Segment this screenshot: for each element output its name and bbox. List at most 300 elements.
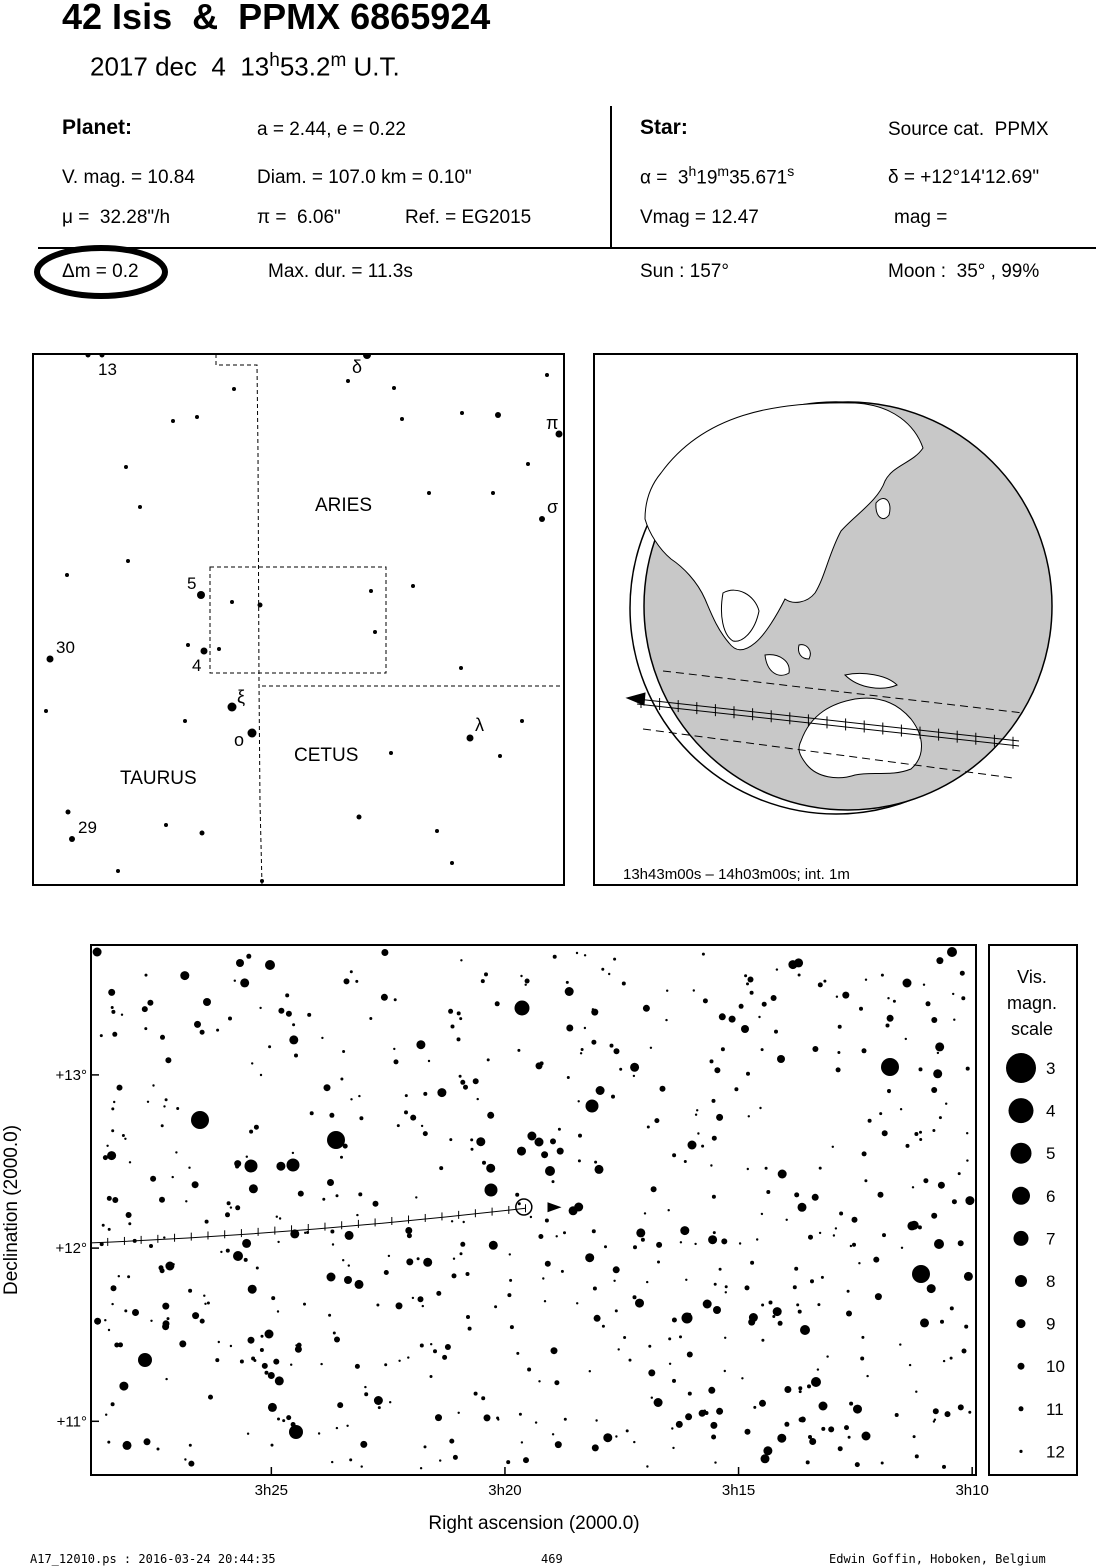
field-star bbox=[294, 1054, 298, 1058]
scale-label: 6 bbox=[1046, 1186, 1056, 1206]
delta-mag: Δm = 0.2 bbox=[62, 261, 139, 282]
field-star bbox=[909, 1364, 911, 1366]
bright-star bbox=[245, 1160, 258, 1173]
field-star bbox=[668, 1337, 671, 1340]
field-star bbox=[481, 1396, 485, 1400]
scale-title: Vis. bbox=[1017, 967, 1047, 987]
field-star bbox=[247, 1433, 249, 1435]
finder-star bbox=[138, 505, 142, 509]
field-star bbox=[853, 1405, 862, 1414]
field-star bbox=[356, 1214, 358, 1216]
field-star bbox=[333, 1332, 336, 1335]
field-star bbox=[569, 1206, 578, 1215]
field-star bbox=[459, 1017, 462, 1020]
field-star bbox=[635, 1299, 644, 1308]
field-star bbox=[381, 994, 388, 1001]
field-star bbox=[535, 1421, 537, 1423]
field-star bbox=[192, 1181, 199, 1188]
field-star bbox=[249, 1130, 253, 1134]
field-star bbox=[819, 1232, 821, 1234]
field-star bbox=[396, 1302, 403, 1309]
field-star bbox=[282, 1419, 285, 1422]
field-star bbox=[933, 1069, 942, 1078]
field-star bbox=[838, 1025, 842, 1029]
field-star bbox=[235, 1165, 239, 1169]
finder-star bbox=[539, 516, 545, 522]
field-star bbox=[405, 1094, 408, 1097]
star-label: σ bbox=[547, 497, 559, 517]
field-star bbox=[551, 1347, 558, 1354]
field-star bbox=[307, 1013, 311, 1017]
field-star bbox=[576, 1302, 578, 1304]
field-star bbox=[337, 1402, 343, 1408]
field-star bbox=[687, 1352, 693, 1358]
field-star bbox=[923, 984, 925, 986]
field-star bbox=[746, 1072, 750, 1076]
field-star bbox=[750, 1261, 754, 1265]
field-star bbox=[861, 1336, 864, 1339]
star-label: o bbox=[234, 730, 245, 750]
field-star bbox=[248, 1285, 257, 1294]
field-star bbox=[945, 1103, 947, 1105]
field-star bbox=[711, 1435, 716, 1440]
field-star bbox=[595, 1419, 597, 1421]
field-star bbox=[882, 1233, 886, 1237]
field-star bbox=[359, 1116, 363, 1120]
field-star bbox=[646, 1281, 648, 1283]
field-star bbox=[286, 1415, 291, 1420]
field-star bbox=[592, 1444, 599, 1451]
bright-star bbox=[586, 1100, 599, 1113]
field-star bbox=[712, 1099, 716, 1103]
field-star bbox=[926, 1001, 931, 1006]
field-star bbox=[226, 1249, 230, 1253]
field-star bbox=[799, 1390, 802, 1393]
field-star bbox=[364, 1392, 368, 1396]
field-star bbox=[541, 1151, 548, 1158]
field-star bbox=[540, 1061, 544, 1065]
field-star bbox=[111, 1006, 114, 1009]
scale-dot bbox=[1019, 1406, 1024, 1411]
field-star bbox=[144, 1438, 151, 1445]
field-star bbox=[321, 1037, 323, 1039]
field-star bbox=[580, 1052, 582, 1054]
field-star bbox=[710, 1059, 714, 1063]
field-star bbox=[912, 1186, 914, 1188]
field-star bbox=[699, 1410, 706, 1417]
field-star bbox=[225, 1212, 230, 1217]
field-star bbox=[694, 1243, 696, 1245]
field-star bbox=[953, 1019, 955, 1021]
field-star bbox=[923, 1178, 928, 1183]
field-star bbox=[332, 1243, 334, 1245]
field-star bbox=[608, 973, 610, 975]
field-star bbox=[821, 1427, 825, 1431]
star-label: 30 bbox=[56, 638, 75, 657]
field-star bbox=[798, 1386, 802, 1390]
field-star bbox=[695, 1114, 697, 1116]
scale-label: 4 bbox=[1046, 1101, 1056, 1121]
field-star bbox=[836, 1067, 841, 1072]
field-star bbox=[749, 1313, 758, 1322]
field-star bbox=[406, 1258, 413, 1265]
finder-star bbox=[197, 591, 205, 599]
field-star bbox=[966, 1159, 968, 1161]
event-datetime: 2017 dec 4 13$^h$53.2$^m$ U.T. bbox=[90, 50, 400, 82]
field-star bbox=[188, 1289, 192, 1293]
field-star bbox=[172, 1176, 174, 1178]
star-vmag: Vmag = 12.47 bbox=[640, 207, 759, 228]
field-star bbox=[100, 1034, 103, 1037]
field-star bbox=[684, 1160, 687, 1163]
field-star bbox=[668, 1209, 670, 1211]
field-star bbox=[355, 1280, 364, 1289]
field-star bbox=[163, 1105, 165, 1107]
field-star bbox=[303, 1303, 306, 1306]
field-star bbox=[439, 1166, 443, 1170]
field-star bbox=[373, 1201, 379, 1207]
field-star bbox=[646, 1465, 648, 1467]
bright-star bbox=[545, 1166, 555, 1176]
finder-star bbox=[69, 836, 75, 842]
field-star bbox=[685, 1279, 687, 1281]
field-star bbox=[688, 1141, 697, 1150]
field-star bbox=[873, 1257, 879, 1263]
field-star bbox=[553, 955, 557, 959]
field-star bbox=[518, 1202, 521, 1205]
field-star bbox=[268, 1403, 277, 1412]
field-star bbox=[766, 1190, 770, 1194]
field-star bbox=[725, 1291, 727, 1293]
field-star bbox=[858, 1262, 860, 1264]
field-star bbox=[358, 1095, 360, 1097]
field-star bbox=[165, 1057, 171, 1063]
field-star bbox=[149, 1244, 153, 1248]
scale-dot bbox=[1017, 1319, 1026, 1328]
field-star bbox=[839, 1212, 843, 1216]
field-star bbox=[324, 1084, 331, 1091]
field-star bbox=[327, 1179, 334, 1186]
footer-page: 469 bbox=[541, 1552, 563, 1566]
field-star bbox=[381, 949, 388, 956]
field-star bbox=[594, 1161, 597, 1164]
field-star bbox=[448, 1009, 453, 1014]
planet-orbit: a = 2.44, e = 0.22 bbox=[257, 119, 406, 140]
bright-star bbox=[236, 959, 244, 967]
field-star bbox=[618, 1348, 620, 1350]
field-star bbox=[355, 1364, 360, 1369]
field-star bbox=[584, 954, 586, 956]
field-star bbox=[838, 1446, 843, 1451]
field-star bbox=[594, 1315, 601, 1322]
field-star bbox=[828, 1426, 834, 1432]
field-star bbox=[913, 1435, 916, 1438]
finder-star bbox=[427, 491, 431, 495]
y-tick-label: +11° bbox=[56, 1413, 87, 1431]
field-star bbox=[342, 1259, 344, 1261]
scale-label: 8 bbox=[1046, 1272, 1056, 1291]
star-label: 5 bbox=[187, 574, 197, 593]
field-star bbox=[633, 1075, 635, 1077]
field-star bbox=[463, 1221, 465, 1223]
field-star bbox=[340, 1156, 343, 1159]
field-star bbox=[810, 1280, 813, 1283]
bright-star bbox=[287, 1159, 300, 1172]
finder-star bbox=[498, 754, 502, 758]
field-star bbox=[703, 998, 708, 1003]
field-star bbox=[672, 1379, 676, 1383]
field-star bbox=[759, 1400, 766, 1407]
field-star bbox=[473, 1078, 479, 1084]
field-star bbox=[701, 1145, 704, 1148]
field-star bbox=[915, 1391, 917, 1393]
field-star bbox=[160, 1035, 165, 1040]
field-star bbox=[248, 1337, 255, 1344]
field-star bbox=[304, 1232, 306, 1234]
field-star bbox=[378, 1406, 381, 1409]
planet-diameter: Diam. = 107.0 km = 0.10" bbox=[257, 167, 472, 188]
field-star bbox=[966, 1067, 970, 1071]
field-star bbox=[708, 1387, 715, 1394]
field-star bbox=[865, 979, 867, 981]
field-star bbox=[776, 968, 778, 970]
finder-star bbox=[200, 831, 205, 836]
finder-star bbox=[258, 603, 263, 608]
field-star bbox=[276, 1216, 278, 1218]
field-star bbox=[807, 1384, 811, 1388]
field-star bbox=[591, 1009, 598, 1016]
field-star bbox=[906, 1144, 910, 1148]
field-star bbox=[320, 1363, 322, 1365]
field-star bbox=[864, 1179, 867, 1182]
field-star bbox=[523, 1457, 529, 1463]
field-star bbox=[393, 1048, 395, 1050]
field-star bbox=[142, 1006, 148, 1012]
field-star bbox=[630, 1063, 639, 1072]
field-star bbox=[517, 1049, 520, 1052]
y-tick-label: +13° bbox=[55, 1066, 87, 1084]
field-star bbox=[769, 1301, 773, 1305]
field-star bbox=[633, 1245, 637, 1249]
field-star bbox=[167, 1317, 170, 1320]
star-dec: δ = +12°14'12.69" bbox=[888, 167, 1040, 188]
field-star bbox=[132, 1309, 139, 1316]
field-star bbox=[759, 1107, 761, 1109]
field-star bbox=[330, 1230, 334, 1234]
field-star bbox=[724, 1337, 726, 1339]
field-star bbox=[474, 1392, 478, 1396]
field-star bbox=[407, 1356, 409, 1358]
field-star bbox=[273, 1359, 279, 1365]
field-star bbox=[384, 1363, 387, 1366]
field-star bbox=[510, 1325, 514, 1329]
field-star bbox=[774, 1030, 778, 1034]
field-star bbox=[812, 1194, 819, 1201]
scale-title: scale bbox=[1010, 1019, 1054, 1039]
field-star bbox=[784, 1386, 791, 1393]
field-star bbox=[762, 1002, 767, 1007]
field-star bbox=[310, 1111, 314, 1115]
field-star bbox=[950, 1357, 953, 1360]
field-star bbox=[525, 984, 527, 986]
field-star bbox=[796, 1303, 799, 1306]
field-star bbox=[162, 1323, 169, 1330]
field-star bbox=[566, 1025, 573, 1032]
field-star bbox=[112, 1032, 117, 1037]
finder-star bbox=[520, 719, 524, 723]
field-star bbox=[862, 1151, 867, 1156]
field-star bbox=[611, 1095, 615, 1099]
field-star bbox=[952, 1199, 957, 1204]
field-star bbox=[818, 982, 823, 987]
field-star bbox=[286, 1011, 292, 1017]
finder-star bbox=[460, 411, 464, 415]
field-star bbox=[545, 1261, 551, 1267]
field-star bbox=[240, 1360, 244, 1364]
field-star bbox=[292, 1023, 295, 1026]
field-star bbox=[433, 1349, 437, 1353]
globe-caption: 13h43m00s – 14h03m00s; int. 1m bbox=[623, 866, 850, 883]
field-star bbox=[756, 1238, 758, 1240]
field-star bbox=[585, 1253, 594, 1262]
field-star bbox=[778, 1321, 783, 1326]
finder-star bbox=[248, 729, 257, 738]
field-star bbox=[761, 1454, 770, 1463]
field-star bbox=[515, 1193, 519, 1197]
field-star bbox=[744, 974, 747, 977]
scale-label: 9 bbox=[1046, 1314, 1056, 1334]
field-star bbox=[920, 1318, 929, 1327]
field-star bbox=[887, 997, 889, 999]
field-star bbox=[716, 1114, 723, 1121]
field-star bbox=[521, 1441, 523, 1443]
field-star bbox=[557, 1148, 564, 1155]
field-star bbox=[113, 1101, 115, 1103]
field-star bbox=[292, 1152, 294, 1154]
field-star bbox=[960, 971, 965, 976]
field-star bbox=[453, 1455, 458, 1460]
field-star bbox=[932, 1129, 935, 1132]
field-star bbox=[466, 1272, 470, 1276]
field-star bbox=[847, 1290, 850, 1293]
field-star bbox=[289, 1035, 298, 1044]
field-star bbox=[298, 1191, 304, 1197]
bright-star bbox=[741, 1025, 749, 1033]
field-star bbox=[844, 1425, 849, 1430]
field-star bbox=[487, 1112, 494, 1119]
field-star bbox=[260, 1074, 262, 1076]
field-star bbox=[647, 1126, 650, 1129]
field-star bbox=[685, 1413, 692, 1420]
star-ra: α = 3$^h$19$^m$35.671$^s$ bbox=[640, 163, 795, 189]
field-star bbox=[404, 1110, 408, 1114]
field-star bbox=[165, 1098, 168, 1101]
field-star bbox=[449, 1138, 452, 1141]
field-star bbox=[713, 1231, 716, 1234]
field-star bbox=[679, 1335, 682, 1338]
field-star bbox=[968, 1411, 971, 1414]
field-star bbox=[581, 1048, 584, 1051]
finder-star bbox=[450, 861, 454, 865]
field-star bbox=[111, 1010, 115, 1014]
field-star bbox=[486, 1164, 495, 1173]
planet-motion: μ = 32.28"/h bbox=[62, 207, 171, 228]
scale-title: magn. bbox=[1006, 993, 1058, 1013]
field-star bbox=[460, 1080, 465, 1085]
field-star bbox=[721, 1047, 725, 1051]
footer-file: A17_12010.ps : 2016-03-24 20:44:35 bbox=[30, 1552, 276, 1566]
field-star bbox=[295, 1346, 302, 1353]
field-star bbox=[451, 1025, 455, 1029]
field-star bbox=[773, 1307, 782, 1316]
field-star bbox=[817, 1368, 819, 1370]
field-star bbox=[868, 1119, 872, 1123]
field-star bbox=[194, 1021, 201, 1028]
field-star bbox=[966, 1132, 968, 1134]
bright-star bbox=[800, 1325, 810, 1335]
field-star bbox=[821, 1276, 824, 1279]
field-star bbox=[203, 1295, 205, 1297]
bright-star bbox=[327, 1273, 336, 1282]
field-star bbox=[566, 981, 569, 984]
field-star bbox=[794, 1192, 799, 1197]
field-star bbox=[268, 1372, 275, 1379]
field-star bbox=[244, 1258, 248, 1262]
field-star bbox=[633, 1441, 635, 1443]
field-star bbox=[918, 1225, 922, 1229]
field-star bbox=[145, 974, 148, 977]
sun-elongation: Sun : 157° bbox=[640, 261, 729, 282]
field-star bbox=[407, 1233, 412, 1238]
field-star bbox=[388, 1255, 390, 1257]
field-star bbox=[945, 1411, 951, 1417]
field-star bbox=[719, 1268, 722, 1271]
field-star bbox=[832, 1146, 834, 1148]
field-star bbox=[772, 1315, 775, 1318]
field-star bbox=[126, 1212, 132, 1218]
field-star bbox=[435, 1414, 442, 1421]
field-star bbox=[94, 1318, 101, 1325]
field-star bbox=[497, 1418, 499, 1420]
x-axis-label: Right ascension (2000.0) bbox=[428, 1513, 640, 1534]
field-star bbox=[105, 1414, 107, 1416]
field-star bbox=[786, 1219, 788, 1221]
field-star bbox=[389, 1401, 391, 1403]
field-star bbox=[613, 1266, 620, 1273]
field-star bbox=[437, 1088, 446, 1097]
field-star bbox=[376, 1304, 379, 1307]
field-star bbox=[958, 1404, 964, 1410]
field-star bbox=[412, 1297, 414, 1299]
bright-star bbox=[947, 947, 957, 957]
field-star bbox=[108, 1329, 110, 1331]
field-star bbox=[122, 1134, 125, 1137]
field-star bbox=[410, 1115, 416, 1121]
field-star bbox=[745, 1429, 751, 1435]
field-star bbox=[714, 1461, 716, 1463]
globe-panel bbox=[593, 353, 1078, 887]
field-star bbox=[556, 1235, 558, 1237]
field-star bbox=[833, 1234, 835, 1236]
field-star bbox=[703, 1300, 712, 1309]
field-star bbox=[345, 1231, 354, 1240]
bright-star bbox=[777, 1055, 785, 1063]
star-label: ξ bbox=[237, 687, 246, 707]
field-star bbox=[714, 1283, 717, 1286]
finder-star bbox=[186, 643, 190, 647]
field-star bbox=[878, 1192, 884, 1198]
field-star bbox=[355, 980, 358, 983]
